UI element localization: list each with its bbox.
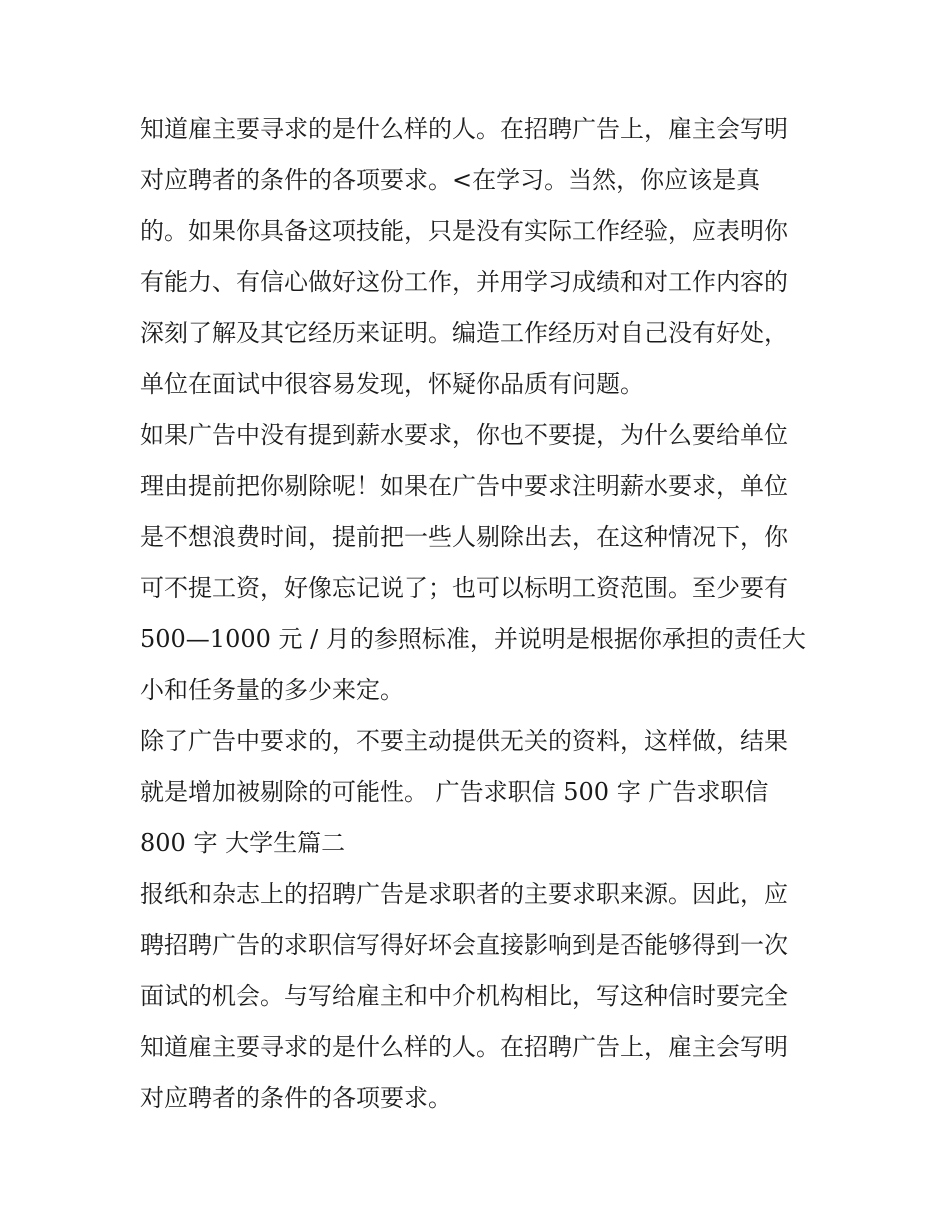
text-line: 小和任务量的多少来定。 bbox=[140, 676, 404, 704]
text-line: 面试的机会。与写给雇主和中介机构相比，写这种信时要完全 bbox=[140, 982, 788, 1010]
text-line: 就是增加被剔除的可能性。 广告求职信 500 字 广告求职信 bbox=[140, 778, 769, 806]
text-line: 800 字 大学生篇二 bbox=[140, 829, 346, 857]
text-line: 对应聘者的条件的各项要求。<在学习。当然，你应该是真 bbox=[140, 166, 761, 194]
text-line: 聘招聘广告的求职信写得好坏会直接影响到是否能够得到一次 bbox=[140, 931, 788, 959]
text-line: 的。如果你具备这项技能，只是没有实际工作经验，应表明你 bbox=[140, 217, 788, 245]
text-line: 知道雇主要寻求的是什么样的人。在招聘广告上，雇主会写明 bbox=[140, 1033, 788, 1061]
text-line: 除了广告中要求的，不要主动提供无关的资料，这样做，结果 bbox=[140, 727, 788, 755]
text-line: 对应聘者的条件的各项要求。 bbox=[140, 1084, 452, 1112]
text-line: 如果广告中没有提到薪水要求，你也不要提，为什么要给单位 bbox=[140, 421, 788, 449]
text-line: 理由提前把你剔除呢！如果在广告中要求注明薪水要求，单位 bbox=[140, 472, 788, 500]
text-line: 报纸和杂志上的招聘广告是求职者的主要求职来源。因此，应 bbox=[140, 880, 788, 908]
text-line: 是不想浪费时间，提前把一些人剔除出去，在这种情况下，你 bbox=[140, 523, 788, 551]
text-line: 单位在面试中很容易发现，怀疑你品质有问题。 bbox=[140, 370, 644, 398]
text-line: 有能力、有信心做好这份工作，并用学习成绩和对工作内容的 bbox=[140, 268, 788, 296]
text-line: 500—1000 元 / 月的参照标准，并说明是根据你承担的责任大 bbox=[140, 625, 806, 653]
text-line: 可不提工资，好像忘记说了；也可以标明工资范围。至少要有 bbox=[140, 574, 788, 602]
text-line: 知道雇主要寻求的是什么样的人。在招聘广告上，雇主会写明 bbox=[140, 115, 788, 143]
text-line: 深刻了解及其它经历来证明。编造工作经历对自己没有好处， bbox=[140, 319, 788, 347]
body-text bbox=[140, 104, 830, 1124]
